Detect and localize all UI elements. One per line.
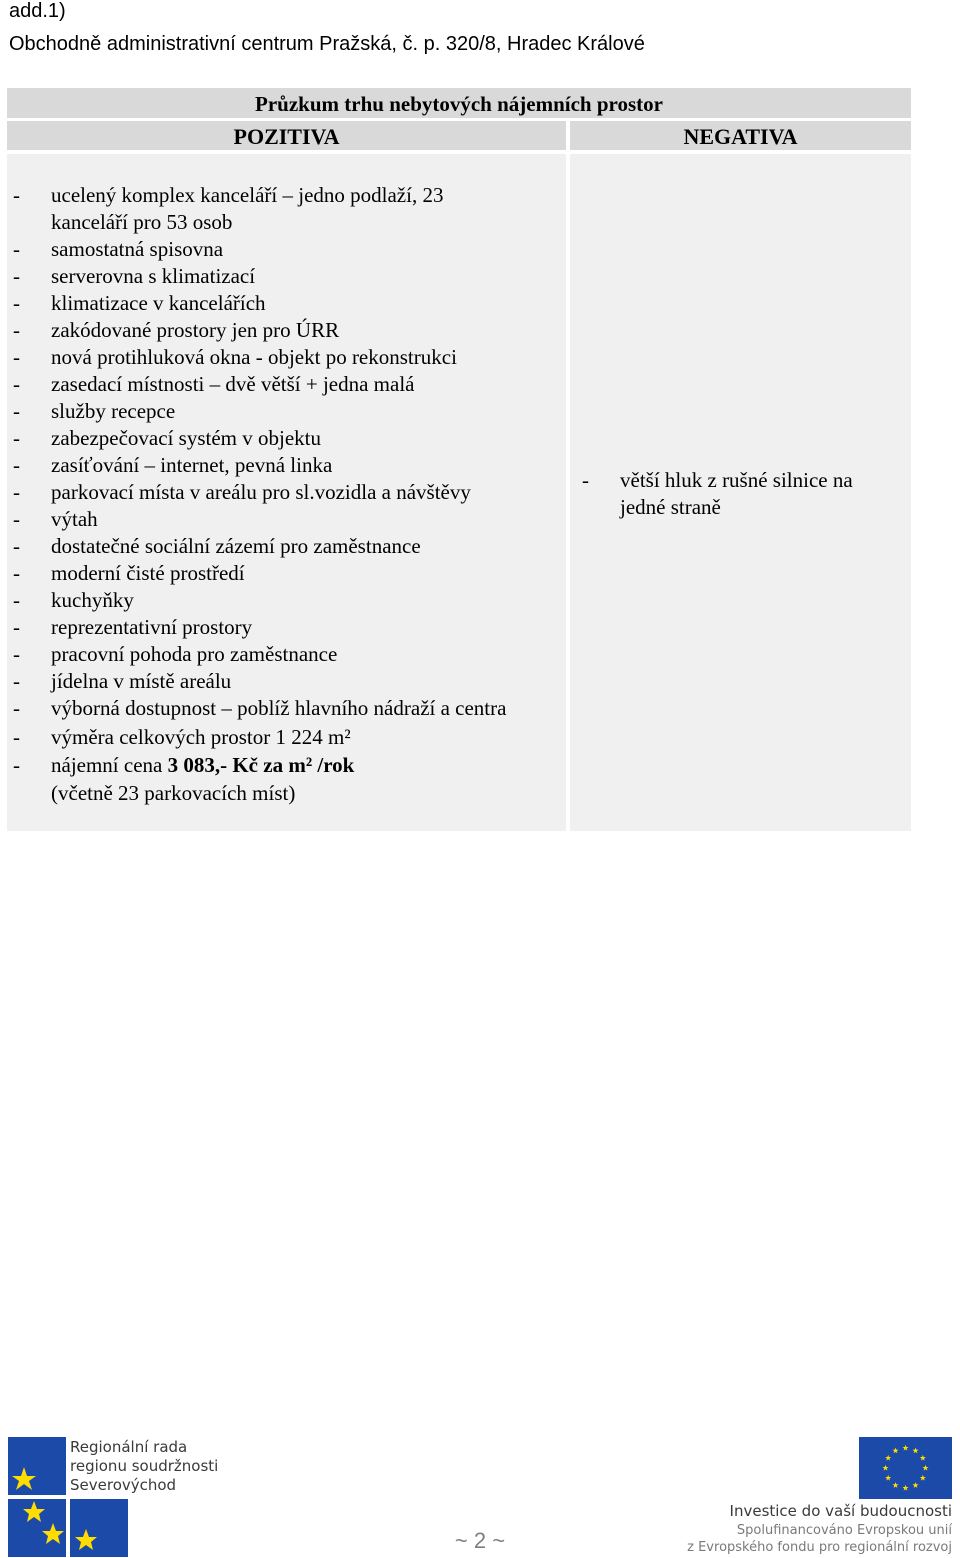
- list-item: - větší hluk z rušné silnice na jedné straně: [582, 468, 853, 519]
- list-item: - zakódované prostory jen pro ÚRR: [13, 318, 340, 342]
- list-item: - moderní čisté prostředí: [13, 561, 245, 585]
- attachment-label: add.1): [9, 0, 66, 22]
- list-item: - služby recepce: [13, 399, 176, 423]
- list-item: - serverovna s klimatizací: [13, 264, 256, 288]
- list-item: - výtah: [13, 507, 98, 531]
- negatives-list: [576, 467, 906, 521]
- page-number: ~ 2 ~: [454, 1528, 506, 1553]
- list-item: - zasíťování – internet, pevná linka: [13, 453, 333, 477]
- table-title: Průzkum trhu nebytových nájemních prostor: [7, 88, 911, 118]
- positives-list: [7, 182, 506, 807]
- list-item: - dostatečné sociální zázemí pro zaměstnance: [13, 534, 421, 558]
- list-item: - zasedací místnosti – dvě větší + jedna malá: [13, 372, 415, 396]
- rent-item: - nájemní cena 3 083,- Kč za m² /rok (včetně 23 parkovacích míst): [13, 753, 355, 805]
- negatives-column: [570, 154, 911, 831]
- list-item: - výměra celkových prostor 1 224 m²: [13, 725, 351, 749]
- list-item: - reprezentativní prostory: [13, 615, 253, 639]
- list-item: - samostatná spisovna: [13, 237, 224, 261]
- property-address: Obchodně administrativní centrum Pražská, č. p. 320/8, Hradec Králové: [9, 33, 645, 55]
- list-item: - pracovní pohoda pro zaměstnance: [13, 642, 338, 666]
- negatives-heading: NEGATIVA: [570, 121, 911, 150]
- list-item: - parkovací místa v areálu pro sl.vozidla a návštěvy: [13, 480, 471, 504]
- list-item: - klimatizace v kancelářích: [13, 291, 266, 315]
- list-item: - ucelený komplex kanceláří – jedno podlaží, 23 kanceláří pro 53 osob: [13, 183, 444, 234]
- list-item: - výborná dostupnost – poblíž hlavního nádraží a centra: [13, 696, 507, 720]
- positives-column: [7, 154, 566, 831]
- eu-slogan: Investice do vaší budoucnosti: [729, 1502, 952, 1520]
- positives-heading: POZITIVA: [7, 121, 566, 150]
- eu-cofinanced-note: Spolufinancováno Evropskou unií z Evropského fondu pro regionální rozvoj: [687, 1523, 952, 1555]
- rent-price: 3 083,- Kč za m² /rok: [167, 753, 355, 777]
- list-item: - kuchyňky: [13, 588, 134, 612]
- regional-council-name: Regionální rada regionu soudržnosti Severovýchod: [70, 1438, 219, 1494]
- list-item: - nová protihluková okna - objekt po rekonstrukci: [13, 345, 457, 369]
- eu-flag-icon: [859, 1437, 952, 1499]
- list-item: - zabezpečovací systém v objektu: [13, 426, 321, 450]
- rent-note: (včetně 23 parkovacích míst): [51, 781, 296, 805]
- list-item: - jídelna v místě areálu: [13, 669, 232, 693]
